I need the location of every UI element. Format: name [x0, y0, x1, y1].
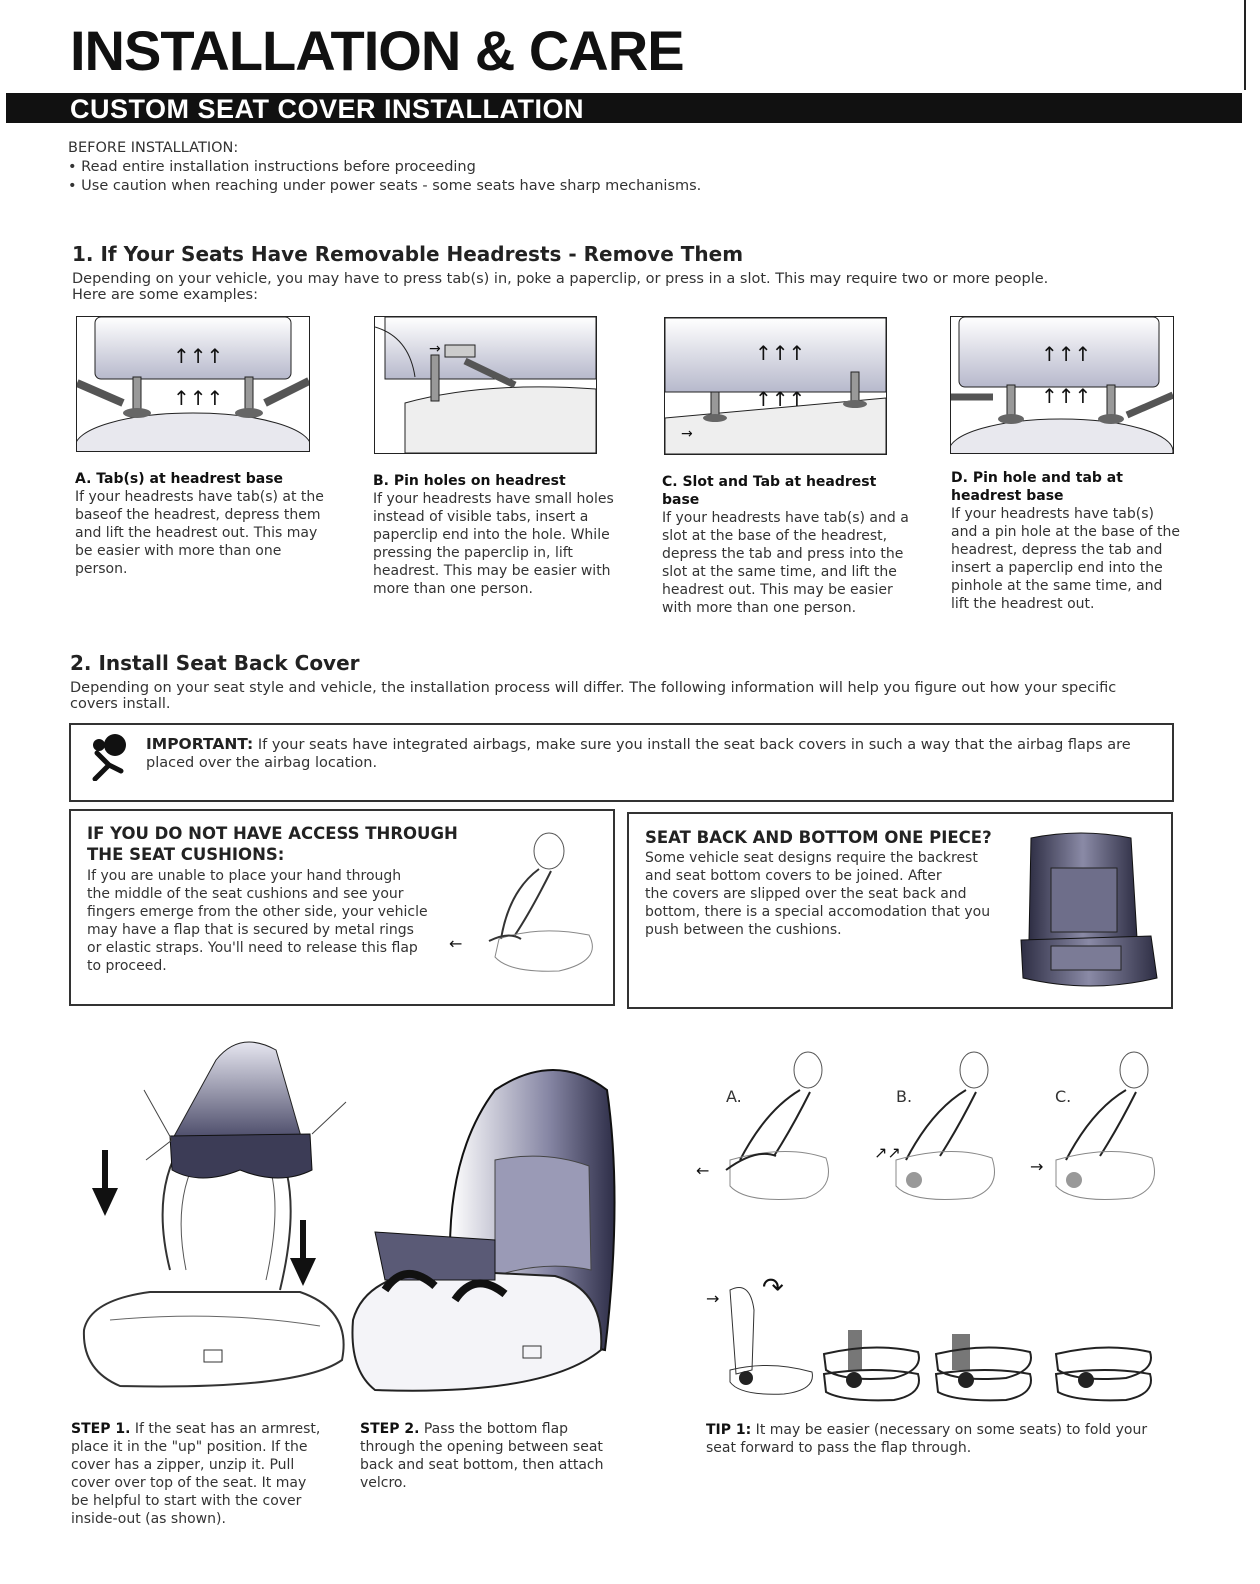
diagram-a-illustration: [696, 1048, 841, 1208]
one-piece-line: bottom, there is a special accomodation that you: [645, 904, 991, 920]
figure-d-illustration: [950, 316, 1174, 454]
before-bullet-1: • Read entire installation instructions before proceeding: [68, 159, 476, 175]
no-access-title: [87, 823, 458, 865]
no-access-title-2: THE SEAT CUSHIONS:: [87, 845, 285, 864]
section-banner: [6, 93, 1242, 123]
svg-text:←: ←: [696, 1161, 710, 1180]
step2-caption: [360, 1420, 620, 1492]
figure-b-caption: [373, 472, 623, 598]
step2-line: through the opening between seat: [360, 1439, 603, 1455]
figure-d-title: D. Pin hole and tab at headrest base: [951, 470, 1123, 504]
svg-text:↗↗: ↗↗: [874, 1143, 901, 1162]
figure-b-title: B. Pin holes on headrest: [373, 473, 566, 489]
important-line-1: If your seats have integrated airbags, make sure you install the seat back covers in such a way that the airbag flaps are: [253, 737, 1131, 753]
svg-text:↑↑↑: ↑↑↑: [755, 341, 806, 365]
banner-title: CUSTOM SEAT COVER INSTALLATION: [70, 94, 584, 124]
one-piece-title: SEAT BACK AND BOTTOM ONE PIECE?: [645, 828, 992, 847]
no-access-line: may have a flap that is secured by metal rings: [87, 922, 414, 938]
important-label: IMPORTANT:: [146, 735, 254, 753]
svg-text:↑↑↑: ↑↑↑: [173, 344, 224, 368]
svg-text:↑↑↑: ↑↑↑: [1041, 384, 1092, 408]
figure-a-text: If your headrests have tab(s) at the baseof the headrest, depress them and lift the headrest out. This may be easier with more than one person.: [75, 489, 324, 577]
step1-line: cover over top of the seat. It may: [71, 1475, 307, 1491]
tip1-caption: [706, 1421, 1166, 1457]
svg-text:↑↑↑: ↑↑↑: [173, 386, 224, 410]
section1-intro-2: Here are some examples:: [72, 287, 258, 303]
step2-illustration: [345, 1050, 635, 1400]
before-heading: BEFORE INSTALLATION:: [68, 140, 239, 156]
step1-caption: [71, 1420, 331, 1528]
diagram-c-illustration: [1030, 1048, 1175, 1208]
no-access-title-1: IF YOU DO NOT HAVE ACCESS THROUGH: [87, 824, 458, 843]
figure-a-illustration: [76, 316, 310, 452]
no-access-box: [69, 809, 615, 1006]
diagram-b-illustration: [870, 1048, 1015, 1208]
svg-text:↑↑↑: ↑↑↑: [1041, 342, 1092, 366]
step2-line: Pass the bottom flap: [419, 1421, 569, 1437]
important-text: [146, 735, 1156, 772]
figure-c-illustration: [664, 317, 887, 455]
one-piece-seat-illustration: [1011, 828, 1161, 998]
figure-c-title: C. Slot and Tab at headrest base: [662, 474, 877, 508]
one-piece-line: the covers are slipped over the seat back and: [645, 886, 967, 902]
one-piece-line: push between the cushions.: [645, 922, 842, 938]
section2-intro: Depending on your seat style and vehicle, the installation process will differ. The following information will help you figure out how your specific: [70, 680, 1117, 696]
step1-label: STEP 1.: [71, 1421, 131, 1437]
no-access-line: If you are unable to place your hand through: [87, 868, 402, 884]
seat-outline-illustration: [449, 831, 599, 976]
page-title: INSTALLATION & CARE: [70, 19, 684, 82]
one-piece-line: and seat bottom covers to be joined. After: [645, 868, 942, 884]
step1-illustration: [80, 1030, 360, 1400]
section2-title: 2. Install Seat Back Cover: [70, 651, 360, 675]
one-piece-box: [627, 812, 1173, 1009]
tip1-line: It may be easier (necessary on some seats) to fold your: [751, 1422, 1148, 1438]
step1-line: inside-out (as shown).: [71, 1511, 226, 1527]
svg-text:←: ←: [449, 934, 463, 953]
no-access-line: to proceed.: [87, 958, 167, 974]
figure-b-text: If your headrests have small holes instead of visible tabs, insert a paperclip end into the hole. While pressing the paperclip in, lift headrest. This may be easier with more than one person.: [373, 491, 614, 597]
diagram-label-b: B.: [896, 1087, 913, 1106]
section1-title: 1. If Your Seats Have Removable Headrests - Remove Them: [72, 242, 744, 266]
arrow-down-icon: [290, 1220, 316, 1286]
no-access-line: the middle of the seat cushions and see your: [87, 886, 404, 902]
figure-a-caption: [75, 470, 335, 578]
important-box: [69, 723, 1174, 802]
diagram-label-a: A.: [726, 1087, 742, 1106]
figure-b-illustration: [374, 316, 597, 454]
svg-text:→: →: [706, 1289, 720, 1308]
page-edge: [1244, 0, 1246, 90]
figure-c-caption: [662, 473, 912, 617]
step2-line: back and seat bottom, then attach: [360, 1457, 604, 1473]
before-bullet-2: • Use caution when reaching under power seats - some seats have sharp mechanisms.: [68, 178, 702, 194]
tip1-label: TIP 1:: [706, 1422, 752, 1438]
step1-line: If the seat has an armrest,: [130, 1421, 321, 1437]
svg-text:→: →: [429, 341, 441, 357]
svg-text:↑↑↑: ↑↑↑: [755, 387, 806, 411]
svg-text:↷: ↷: [762, 1273, 784, 1303]
step2-line: velcro.: [360, 1475, 407, 1491]
figure-d-caption: [951, 469, 1181, 613]
section1-intro: Depending on your vehicle, you may have to press tab(s) in, poke a paperclip, or press in a slot. This may require two or more people.: [72, 271, 1049, 287]
no-access-line: or elastic straps. You'll need to release this flap: [87, 940, 418, 956]
no-access-text: [87, 867, 428, 975]
diagram-label-c: C.: [1055, 1087, 1072, 1106]
airbag-icon: [85, 731, 133, 781]
tip1-illustration: [700, 1270, 1160, 1410]
tip1-line: seat forward to pass the flap through.: [706, 1440, 972, 1456]
svg-text:→: →: [681, 426, 693, 442]
section2-intro-2: covers install.: [70, 696, 171, 712]
one-piece-line: Some vehicle seat designs require the backrest: [645, 850, 978, 866]
svg-text:→: →: [1030, 1157, 1044, 1176]
figure-d-text: If your headrests have tab(s) and a pin hole at the base of the headrest, depress the tab and insert a paperclip end into the pinhole at the same time, and lift the headrest out.: [951, 506, 1180, 612]
important-line-2: placed over the airbag location.: [146, 755, 378, 771]
step2-label: STEP 2.: [360, 1421, 420, 1437]
step1-line: place it in the "up" position. If the: [71, 1439, 308, 1455]
figure-c-text: If your headrests have tab(s) and a slot at the base of the headrest, depress the tab and press into the slot at the same time, and lift the headrest out. This may be easier with more than one person.: [662, 510, 909, 616]
no-access-line: fingers emerge from the other side, your vehicle: [87, 904, 428, 920]
figure-a-title: A. Tab(s) at headrest base: [75, 471, 284, 487]
step1-line: cover has a zipper, unzip it. Pull: [71, 1457, 295, 1473]
arrow-down-icon: [92, 1150, 118, 1216]
one-piece-text: [645, 849, 990, 939]
step1-line: be helpful to start with the cover: [71, 1493, 302, 1509]
